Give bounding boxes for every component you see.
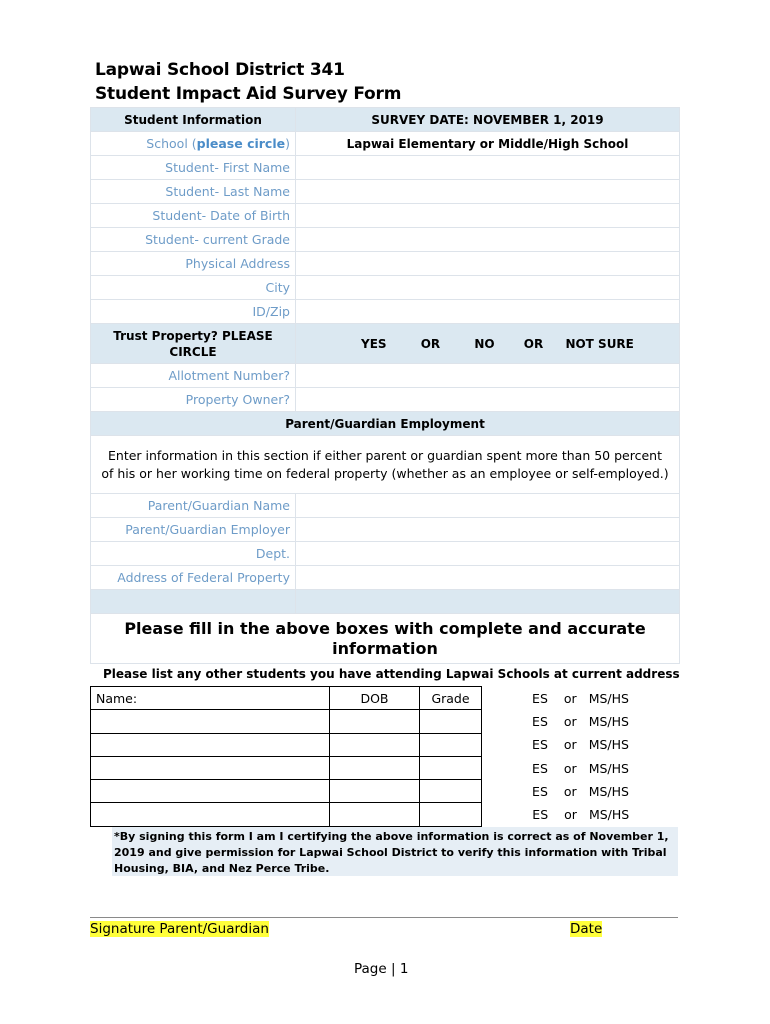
student-grade-field[interactable] bbox=[420, 780, 482, 803]
blank-cell-right bbox=[296, 590, 680, 614]
opt-ms: MS/HS bbox=[588, 807, 630, 823]
dept-row bbox=[91, 542, 680, 566]
student-name-field[interactable] bbox=[91, 733, 330, 756]
last-name-field[interactable] bbox=[296, 180, 680, 204]
allotment-row bbox=[91, 364, 680, 388]
opt-ms: MS/HS bbox=[588, 760, 629, 776]
school-choice[interactable] bbox=[482, 687, 680, 710]
other-students-table bbox=[90, 686, 680, 827]
student-dob-field[interactable] bbox=[330, 803, 420, 826]
trust-row bbox=[91, 324, 680, 364]
dept-label: Dept. bbox=[91, 542, 296, 566]
student-row bbox=[91, 710, 680, 733]
opt-es: ES bbox=[532, 807, 549, 823]
dob-label: Student- Date of Birth bbox=[91, 204, 296, 228]
school-label bbox=[91, 132, 296, 156]
guardian-employer-label: Parent/Guardian Employer bbox=[91, 518, 296, 542]
employment-desc-row bbox=[91, 436, 680, 494]
last-name-row bbox=[91, 180, 680, 204]
blank-shaded-row bbox=[91, 590, 680, 614]
student-grade-field[interactable] bbox=[420, 756, 482, 779]
trust-options bbox=[296, 324, 680, 364]
date-label[interactable]: Date bbox=[570, 921, 603, 937]
students-header-row bbox=[91, 687, 680, 710]
trust-not-sure[interactable]: NOT SURE bbox=[565, 336, 634, 351]
city-row bbox=[91, 276, 680, 300]
opt-es: ES bbox=[532, 690, 548, 706]
student-dob-field[interactable] bbox=[330, 710, 420, 733]
col-name: Name: bbox=[91, 687, 330, 710]
section-label: Student Information bbox=[91, 108, 296, 132]
school-choice[interactable] bbox=[482, 803, 680, 826]
zip-label: ID/Zip bbox=[91, 300, 296, 324]
info-header-row bbox=[91, 108, 680, 132]
allotment-field[interactable] bbox=[296, 364, 680, 388]
opt-or: or bbox=[563, 737, 577, 753]
guardian-employer-field[interactable] bbox=[296, 518, 680, 542]
school-row bbox=[91, 132, 680, 156]
opt-ms: MS/HS bbox=[588, 737, 629, 753]
col-dob: DOB bbox=[330, 687, 420, 710]
student-name-field[interactable] bbox=[91, 780, 330, 803]
school-choice[interactable] bbox=[482, 733, 680, 756]
student-dob-field[interactable] bbox=[330, 780, 420, 803]
fill-notice-row bbox=[91, 614, 680, 664]
trust-label: Trust Property? PLEASE CIRCLE bbox=[91, 324, 296, 364]
form-title: Student Impact Aid Survey Form bbox=[95, 84, 402, 104]
fill-notice: Please fill in the above boxes with complete and accurate information bbox=[91, 614, 680, 664]
employment-header: Parent/Guardian Employment bbox=[91, 412, 680, 436]
opt-or: or bbox=[563, 713, 577, 729]
school-label-prefix: School ( bbox=[146, 136, 197, 151]
student-grade-field[interactable] bbox=[420, 710, 482, 733]
opt-ms: MS/HS bbox=[588, 690, 629, 706]
opt-es: ES bbox=[532, 737, 548, 753]
guardian-name-label: Parent/Guardian Name bbox=[91, 494, 296, 518]
trust-or-1: OR bbox=[420, 336, 441, 351]
student-row bbox=[91, 803, 680, 826]
student-row bbox=[91, 780, 680, 803]
zip-row bbox=[91, 300, 680, 324]
trust-or-2: OR bbox=[523, 336, 544, 351]
signature-line bbox=[90, 917, 678, 918]
trust-yes[interactable]: YES bbox=[361, 336, 387, 351]
student-name-field[interactable] bbox=[91, 710, 330, 733]
employment-description: Enter information in this section if either parent or guardian spent more than 50 percent of his or her working time on federal property (whether as an employee or self-employed.) bbox=[91, 436, 680, 494]
guardian-employer-row bbox=[91, 518, 680, 542]
school-options[interactable]: Lapwai Elementary or Middle/High School bbox=[296, 132, 680, 156]
col-grade: Grade bbox=[420, 687, 482, 710]
grade-label: Student- current Grade bbox=[91, 228, 296, 252]
federal-address-field[interactable] bbox=[296, 566, 680, 590]
address-label: Physical Address bbox=[91, 252, 296, 276]
opt-ms: MS/HS bbox=[588, 783, 629, 799]
student-info-table bbox=[90, 107, 680, 664]
student-dob-field[interactable] bbox=[330, 733, 420, 756]
allotment-label: Allotment Number? bbox=[91, 364, 296, 388]
student-name-field[interactable] bbox=[91, 803, 330, 826]
address-row bbox=[91, 252, 680, 276]
opt-es: ES bbox=[532, 760, 548, 776]
zip-field[interactable] bbox=[296, 300, 680, 324]
other-students-heading: Please list any other students you have attending Lapwai Schools at current address bbox=[103, 667, 680, 681]
school-choice[interactable] bbox=[482, 780, 680, 803]
owner-row bbox=[91, 388, 680, 412]
school-label-suffix: ) bbox=[285, 136, 290, 151]
first-name-label: Student- First Name bbox=[91, 156, 296, 180]
opt-es: ES bbox=[532, 713, 548, 729]
please-circle-text: please circle bbox=[196, 136, 286, 151]
student-grade-field[interactable] bbox=[420, 803, 482, 826]
district-title: Lapwai School District 341 bbox=[95, 60, 345, 80]
student-grade-field[interactable] bbox=[420, 733, 482, 756]
employment-header-row bbox=[91, 412, 680, 436]
opt-or: or bbox=[563, 690, 577, 706]
page-number: Page | 1 bbox=[354, 961, 409, 977]
last-name-label: Student- Last Name bbox=[91, 180, 296, 204]
school-choice[interactable] bbox=[482, 710, 680, 733]
federal-address-label: Address of Federal Property bbox=[91, 566, 296, 590]
dob-row bbox=[91, 204, 680, 228]
first-name-field[interactable] bbox=[296, 156, 680, 180]
signature-label[interactable]: Signature Parent/Guardian bbox=[90, 921, 269, 937]
address-field[interactable] bbox=[296, 252, 680, 276]
grade-field[interactable] bbox=[296, 228, 680, 252]
student-name-field[interactable] bbox=[91, 756, 330, 779]
opt-or: or bbox=[563, 760, 577, 776]
owner-field[interactable] bbox=[296, 388, 680, 412]
dept-field[interactable] bbox=[296, 542, 680, 566]
blank-cell-left bbox=[91, 590, 296, 614]
opt-ms: MS/HS bbox=[588, 713, 629, 729]
owner-label: Property Owner? bbox=[91, 388, 296, 412]
dob-field[interactable] bbox=[296, 204, 680, 228]
guardian-name-row bbox=[91, 494, 680, 518]
first-name-row bbox=[91, 156, 680, 180]
federal-address-row bbox=[91, 566, 680, 590]
school-choice[interactable] bbox=[482, 756, 680, 779]
guardian-name-field[interactable] bbox=[296, 494, 680, 518]
opt-or: or bbox=[563, 783, 577, 799]
student-row bbox=[91, 733, 680, 756]
trust-no[interactable]: NO bbox=[474, 336, 495, 351]
grade-row bbox=[91, 228, 680, 252]
certification-statement: *By signing this form I am I certifying the above information is correct as of November 1, 2019 and give permission for Lapwai School District to verify this information with Tribal Housing, BIA, and Nez Perce Tribe. bbox=[112, 827, 678, 876]
survey-date: SURVEY DATE: NOVEMBER 1, 2019 bbox=[296, 108, 680, 132]
student-dob-field[interactable] bbox=[330, 756, 420, 779]
city-label: City bbox=[91, 276, 296, 300]
opt-or: or bbox=[564, 807, 577, 823]
opt-es: ES bbox=[532, 783, 548, 799]
student-row bbox=[91, 756, 680, 779]
city-field[interactable] bbox=[296, 276, 680, 300]
